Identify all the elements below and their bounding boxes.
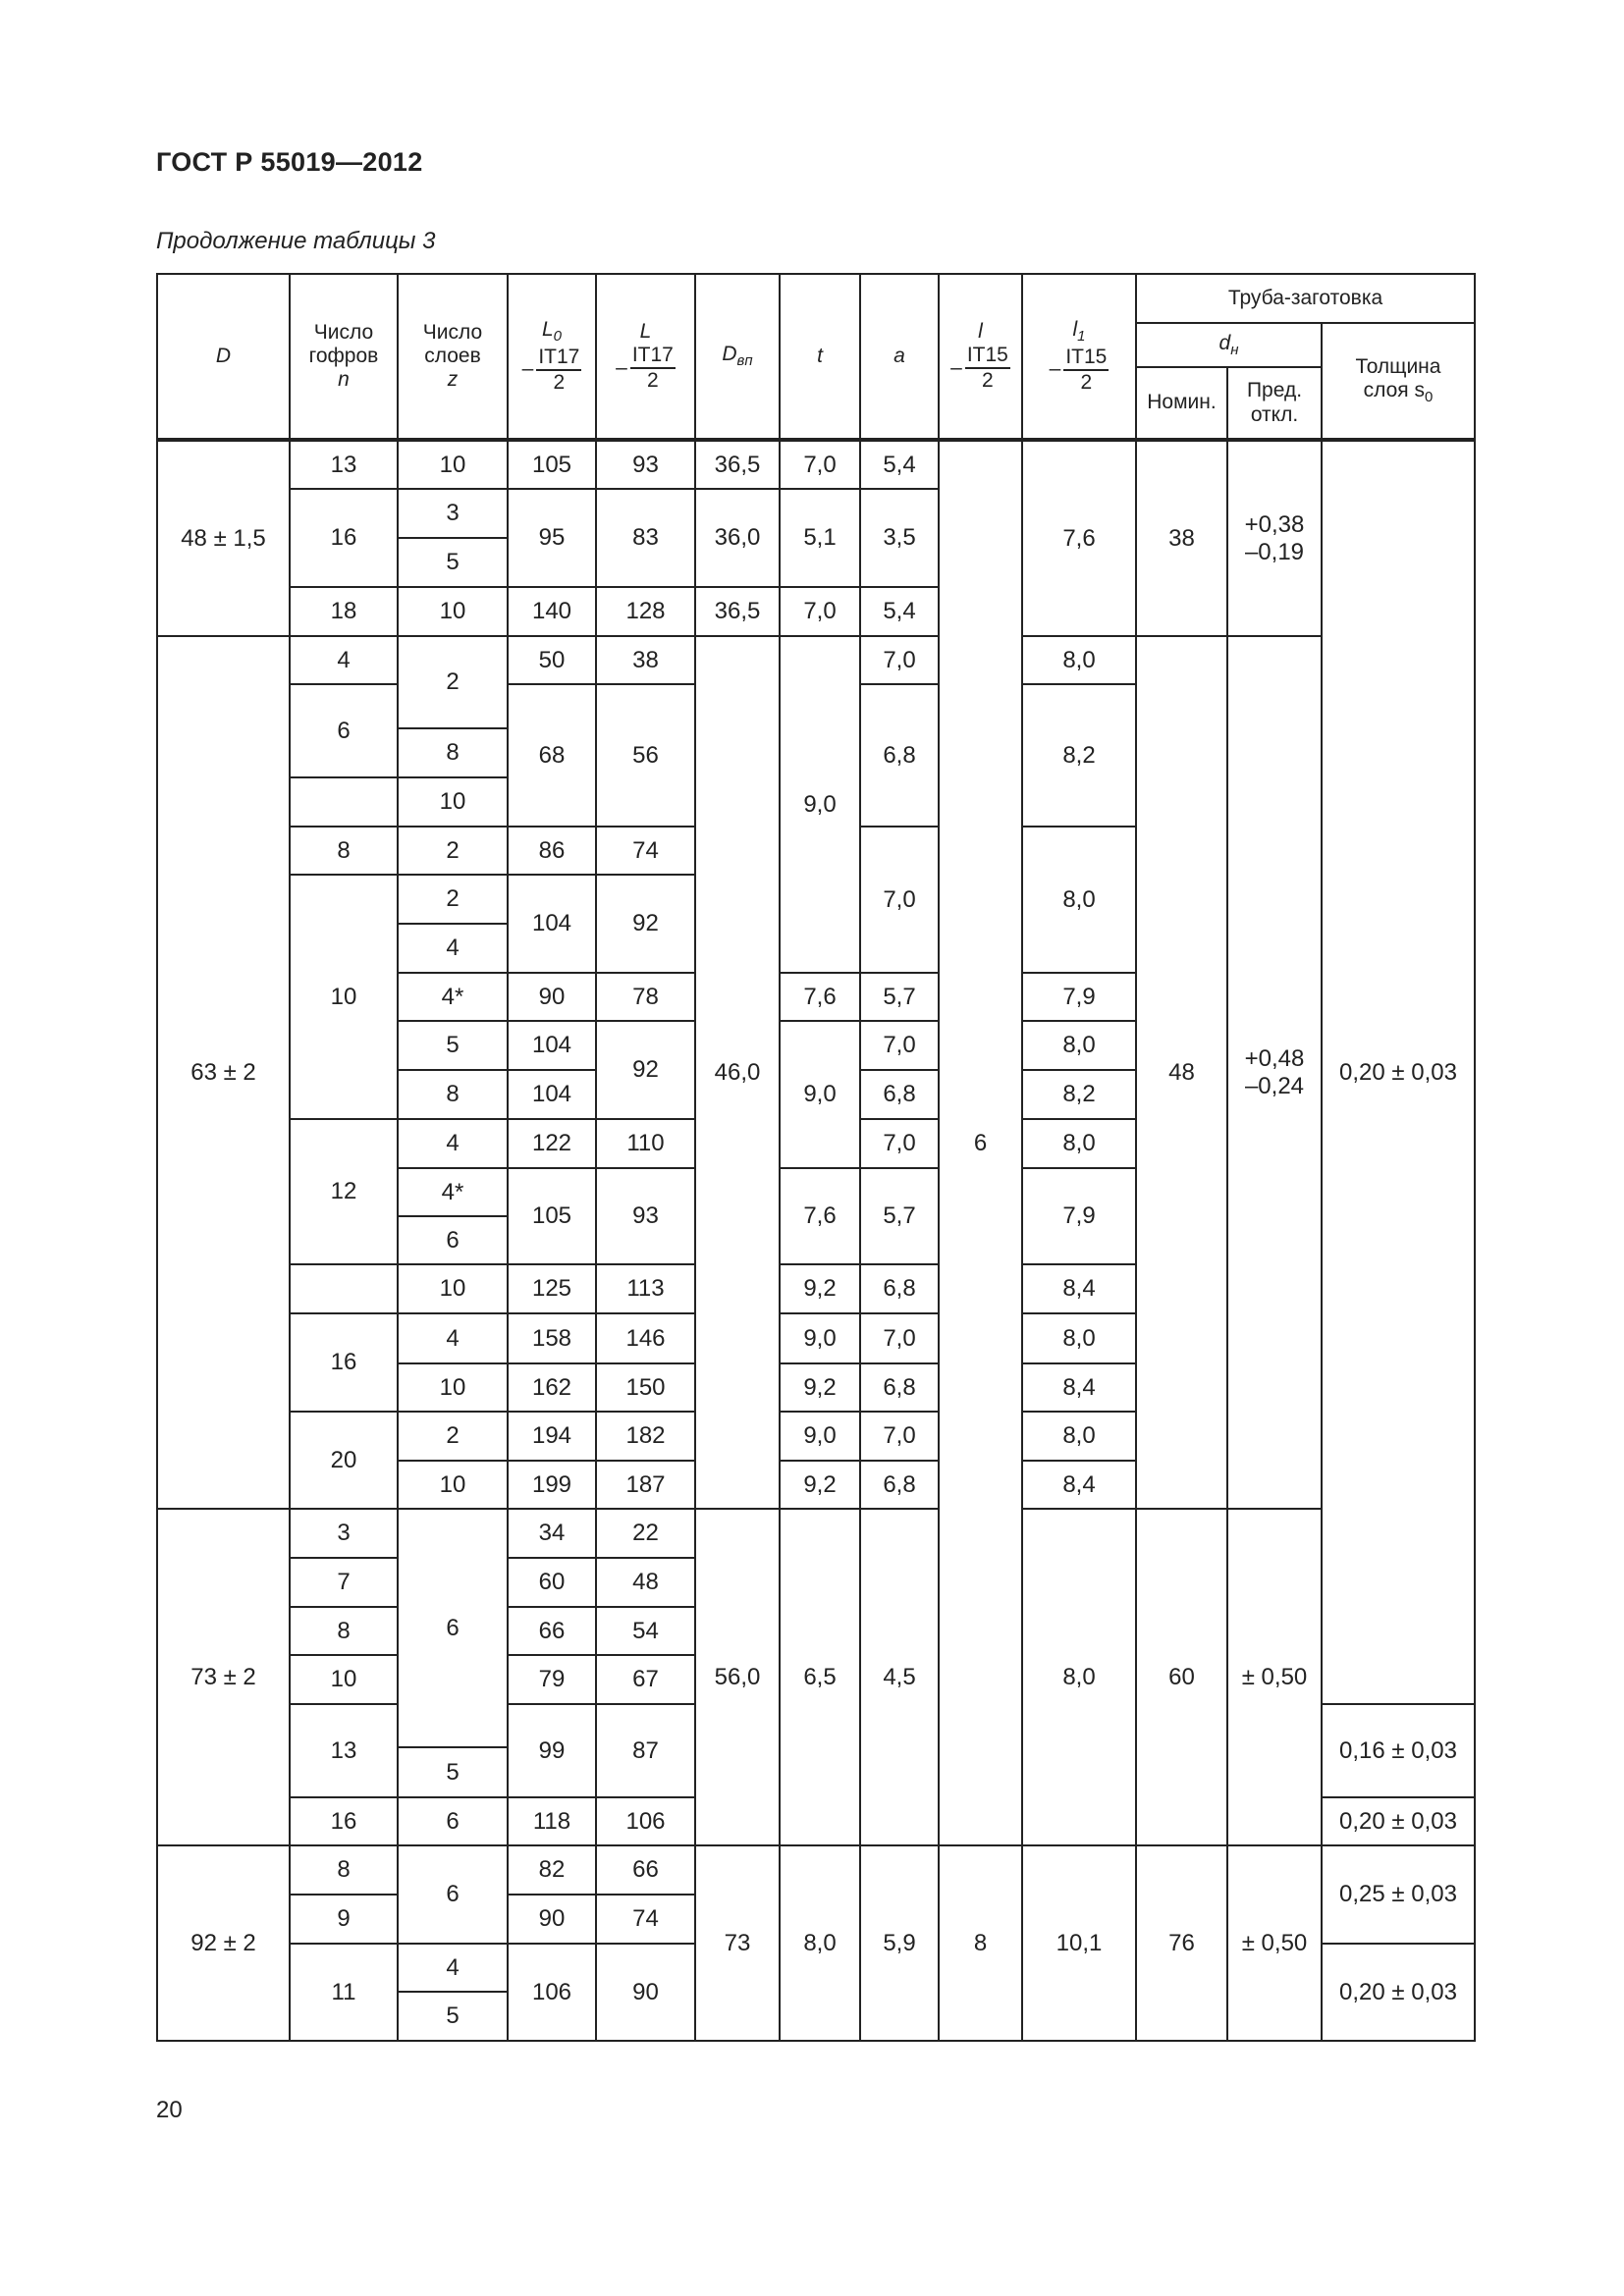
cell-L0: 68 bbox=[507, 683, 597, 828]
cell-dn-nominal: 48 bbox=[1135, 635, 1228, 1510]
cell-z: 6 bbox=[397, 1844, 509, 1945]
cell-z: 10 bbox=[397, 586, 509, 637]
cell-t: 8,0 bbox=[779, 1844, 861, 2042]
cell-L: 38 bbox=[595, 635, 696, 685]
cell-l-shared: 6 bbox=[938, 440, 1023, 1846]
header-dn-nominal: Номин. bbox=[1135, 366, 1228, 440]
cell-t: 5,1 bbox=[779, 488, 861, 588]
cell-z: 5 bbox=[397, 1020, 509, 1071]
cell-z: 4 bbox=[397, 1312, 509, 1364]
cell-z: 4 bbox=[397, 1943, 509, 1993]
cell-n: 16 bbox=[289, 1796, 399, 1846]
cell-t: 7,6 bbox=[779, 972, 861, 1022]
cell-L: 56 bbox=[595, 683, 696, 828]
cell-n: 9 bbox=[289, 1894, 399, 1945]
cell-z: 2 bbox=[397, 1411, 509, 1462]
cell-Dvp: 46,0 bbox=[694, 635, 781, 1510]
cell-L0: 99 bbox=[507, 1703, 597, 1798]
cell-l1: 8,0 bbox=[1021, 635, 1137, 685]
page-number: 20 bbox=[156, 2097, 183, 2123]
cell-dn-deviation: +0,48 –0,24 bbox=[1226, 635, 1323, 1510]
cell-L0: 158 bbox=[507, 1312, 597, 1364]
cell-D: 48 ± 1,5 bbox=[156, 440, 291, 637]
cell-n: 13 bbox=[289, 440, 399, 490]
cell-n: 20 bbox=[289, 1411, 399, 1510]
cell-L: 74 bbox=[595, 1894, 696, 1945]
cell-L0: 106 bbox=[507, 1943, 597, 2042]
cell-a: 6,8 bbox=[859, 1069, 940, 1120]
cell-a: 5,9 bbox=[859, 1844, 940, 2042]
cell-L0: 104 bbox=[507, 1020, 597, 1071]
cell-s0: 0,20 ± 0,03 bbox=[1321, 1796, 1476, 1846]
header-Dvp: $D_{вп}$ bbox=[694, 273, 781, 440]
cell-z: 10 bbox=[397, 440, 509, 490]
cell-L: 78 bbox=[595, 972, 696, 1022]
cell-L0: 66 bbox=[507, 1606, 597, 1656]
header-dn: $d_н$ bbox=[1135, 322, 1323, 368]
cell-n: 13 bbox=[289, 1703, 399, 1798]
cell-a: 7,0 bbox=[859, 635, 940, 685]
cell-L0: 86 bbox=[507, 826, 597, 876]
cell-l1: 7,6 bbox=[1021, 440, 1137, 637]
cell-D: 63 ± 2 bbox=[156, 635, 291, 1510]
cell-a: 5,4 bbox=[859, 586, 940, 637]
cell-Dvp: 56,0 bbox=[694, 1508, 781, 1846]
cell-L0: 122 bbox=[507, 1118, 597, 1169]
cell-L: 93 bbox=[595, 1167, 696, 1265]
cell-t: 7,0 bbox=[779, 586, 861, 637]
cell-l1: 8,4 bbox=[1021, 1263, 1137, 1314]
cell-L: 83 bbox=[595, 488, 696, 588]
cell-l1: 7,9 bbox=[1021, 1167, 1137, 1265]
header-l1: $l_1$ – $\frac{IT15}{2}$ bbox=[1021, 273, 1137, 440]
cell-l1: 8,2 bbox=[1021, 683, 1137, 828]
cell-L0: 125 bbox=[507, 1263, 597, 1314]
cell-L: 106 bbox=[595, 1796, 696, 1846]
cell-z: 6 bbox=[397, 1796, 509, 1846]
cell-a: 3,5 bbox=[859, 488, 940, 588]
cell-a: 6,8 bbox=[859, 1460, 940, 1510]
cell-a: 7,0 bbox=[859, 1118, 940, 1169]
cell-L0: 140 bbox=[507, 586, 597, 637]
cell-L: 66 bbox=[595, 1844, 696, 1896]
cell-l1: 7,9 bbox=[1021, 972, 1137, 1022]
cell-n: 12 bbox=[289, 1118, 399, 1265]
cell-L: 146 bbox=[595, 1312, 696, 1364]
cell-s0: 0,25 ± 0,03 bbox=[1321, 1844, 1476, 1945]
cell-l1: 8,0 bbox=[1021, 1118, 1137, 1169]
cell-s0: 0,16 ± 0,03 bbox=[1321, 1703, 1476, 1798]
cell-z: 5 bbox=[397, 537, 509, 588]
cell-n: 8 bbox=[289, 1844, 399, 1896]
cell-L: 93 bbox=[595, 440, 696, 490]
cell-n: 18 bbox=[289, 586, 399, 637]
cell-t: 7,6 bbox=[779, 1167, 861, 1265]
cell-L0: 34 bbox=[507, 1508, 597, 1559]
cell-L0: 194 bbox=[507, 1411, 597, 1462]
cell-n: 11 bbox=[289, 1943, 399, 2042]
header-L: L – $\frac{IT17}{2}$ bbox=[595, 273, 696, 440]
cell-L: 87 bbox=[595, 1703, 696, 1798]
cell-L: 128 bbox=[595, 586, 696, 637]
cell-L: 90 bbox=[595, 1943, 696, 2042]
cell-a: 6,8 bbox=[859, 1263, 940, 1314]
cell-n: 3 bbox=[289, 1508, 399, 1559]
cell-L0: 104 bbox=[507, 1069, 597, 1120]
cell-n: 8 bbox=[289, 1606, 399, 1656]
cell-t: 9,2 bbox=[779, 1362, 861, 1413]
cell-l1: 10,1 bbox=[1021, 1844, 1137, 2042]
cell-t: 9,0 bbox=[779, 1020, 861, 1169]
cell-L0: 105 bbox=[507, 440, 597, 490]
cell-n: 4 bbox=[289, 635, 399, 685]
cell-l1: 8,0 bbox=[1021, 1020, 1137, 1071]
cell-dn-deviation: ± 0,50 bbox=[1226, 1844, 1323, 2042]
cell-a: 7,0 bbox=[859, 1312, 940, 1364]
cell-dn-deviation: +0,38 –0,19 bbox=[1226, 440, 1323, 637]
cell-Dvp: 73 bbox=[694, 1844, 781, 2042]
cell-t: 9,0 bbox=[779, 635, 861, 974]
header-layer-thickness: Толщина слоя $s_0$ bbox=[1321, 322, 1476, 440]
cell-t: 9,0 bbox=[779, 1411, 861, 1462]
cell-n: 16 bbox=[289, 488, 399, 588]
cell-a: 6,8 bbox=[859, 683, 940, 828]
cell-L0: 199 bbox=[507, 1460, 597, 1510]
cell-a: 4,5 bbox=[859, 1508, 940, 1846]
cell-Dvp: 36,5 bbox=[694, 586, 781, 637]
cell-dn-deviation: ± 0,50 bbox=[1226, 1508, 1323, 1846]
header-a: a bbox=[859, 273, 940, 440]
cell-n: 7 bbox=[289, 1557, 399, 1608]
cell-L0: 60 bbox=[507, 1557, 597, 1608]
cell-z: 10 bbox=[397, 1460, 509, 1510]
cell-a: 5,7 bbox=[859, 1167, 940, 1265]
cell-t: 9,2 bbox=[779, 1460, 861, 1510]
header-tube-blank: Труба-заготовка bbox=[1135, 273, 1476, 324]
cell-D: 92 ± 2 bbox=[156, 1844, 291, 2042]
cell-dn-nominal: 76 bbox=[1135, 1844, 1228, 2042]
cell-l1: 8,2 bbox=[1021, 1069, 1137, 1120]
cell-L: 22 bbox=[595, 1508, 696, 1559]
cell-a: 7,0 bbox=[859, 826, 940, 974]
cell-z: 2 bbox=[397, 826, 509, 876]
cell-t: 9,0 bbox=[779, 1312, 861, 1364]
header-l: l – $\frac{IT15}{2}$ bbox=[938, 273, 1023, 440]
cell-Dvp: 36,0 bbox=[694, 488, 781, 588]
cell-t: 6,5 bbox=[779, 1508, 861, 1846]
cell-z: 5 bbox=[397, 1991, 509, 2042]
cell-t: 7,0 bbox=[779, 440, 861, 490]
cell-z: 2 bbox=[397, 635, 509, 729]
cell-n: 10 bbox=[289, 874, 399, 1120]
cell-L: 113 bbox=[595, 1263, 696, 1314]
cell-L: 110 bbox=[595, 1118, 696, 1169]
cell-a: 5,7 bbox=[859, 972, 940, 1022]
cell-t: 9,2 bbox=[779, 1263, 861, 1314]
cell-Dvp: 36,5 bbox=[694, 440, 781, 490]
cell-a: 7,0 bbox=[859, 1411, 940, 1462]
cell-z: 10 bbox=[397, 1362, 509, 1413]
cell-L0: 90 bbox=[507, 1894, 597, 1945]
cell-L0: 162 bbox=[507, 1362, 597, 1413]
cell-l1: 8,0 bbox=[1021, 1312, 1137, 1364]
cell-l1: 8,4 bbox=[1021, 1460, 1137, 1510]
cell-L0: 105 bbox=[507, 1167, 597, 1265]
cell-n: 8 bbox=[289, 826, 399, 876]
cell-L: 54 bbox=[595, 1606, 696, 1656]
cell-z: 8 bbox=[397, 1069, 509, 1120]
cell-l1: 8,0 bbox=[1021, 826, 1137, 974]
cell-z: 4* bbox=[397, 1167, 509, 1217]
cell-z: 3 bbox=[397, 488, 509, 539]
cell-a: 5,4 bbox=[859, 440, 940, 490]
header-dn-deviation: Пред. откл. bbox=[1226, 366, 1323, 440]
header-n: Число гофров n bbox=[289, 273, 399, 440]
cell-s0-shared: 0,20 ± 0,03 bbox=[1321, 440, 1476, 1705]
cell-z: 6 bbox=[397, 1508, 509, 1748]
header-t: t bbox=[779, 273, 861, 440]
cell-L0: 90 bbox=[507, 972, 597, 1022]
cell-L: 92 bbox=[595, 874, 696, 974]
cell-L0: 82 bbox=[507, 1844, 597, 1896]
cell-n: 16 bbox=[289, 1312, 399, 1413]
cell-z: 4 bbox=[397, 1118, 509, 1169]
cell-n: 10 bbox=[289, 1654, 399, 1705]
cell-L0: 104 bbox=[507, 874, 597, 974]
cell-a: 7,0 bbox=[859, 1020, 940, 1071]
cell-l1: 8,4 bbox=[1021, 1362, 1137, 1413]
cell-L: 74 bbox=[595, 826, 696, 876]
cell-L0: 118 bbox=[507, 1796, 597, 1846]
cell-z: 5 bbox=[397, 1746, 509, 1798]
cell-l: 8 bbox=[938, 1844, 1023, 2042]
cell-L: 150 bbox=[595, 1362, 696, 1413]
cell-L: 48 bbox=[595, 1557, 696, 1608]
cell-z: 6 bbox=[397, 1215, 509, 1265]
cell-dn-nominal: 60 bbox=[1135, 1508, 1228, 1846]
cell-l1: 8,0 bbox=[1021, 1411, 1137, 1462]
cell-z: 4* bbox=[397, 972, 509, 1022]
cell-n: 6 bbox=[289, 683, 399, 778]
header-D: D bbox=[156, 273, 291, 440]
cell-dn-nominal: 38 bbox=[1135, 440, 1228, 637]
cell-L0: 95 bbox=[507, 488, 597, 588]
table-caption: Продолжение таблицы 3 bbox=[156, 228, 436, 254]
header-L0: $L_0$ – $\frac{IT17}{2}$ bbox=[507, 273, 597, 440]
document-title: ГОСТ Р 55019—2012 bbox=[156, 147, 423, 177]
cell-s0: 0,20 ± 0,03 bbox=[1321, 1943, 1476, 2042]
cell-a: 6,8 bbox=[859, 1362, 940, 1413]
cell-l1: 8,0 bbox=[1021, 1508, 1137, 1846]
cell-z: 10 bbox=[397, 776, 509, 828]
cell-L: 187 bbox=[595, 1460, 696, 1510]
header-z: Число слоев z bbox=[397, 273, 509, 440]
cell-z: 4 bbox=[397, 923, 509, 974]
cell-z: 8 bbox=[397, 727, 509, 778]
cell-L0: 50 bbox=[507, 635, 597, 685]
cell-z: 2 bbox=[397, 874, 509, 925]
cell-L: 182 bbox=[595, 1411, 696, 1462]
cell-D: 73 ± 2 bbox=[156, 1508, 291, 1846]
cell-L: 92 bbox=[595, 1020, 696, 1120]
cell-L0: 79 bbox=[507, 1654, 597, 1705]
cell-L: 67 bbox=[595, 1654, 696, 1705]
cell-z: 10 bbox=[397, 1263, 509, 1314]
